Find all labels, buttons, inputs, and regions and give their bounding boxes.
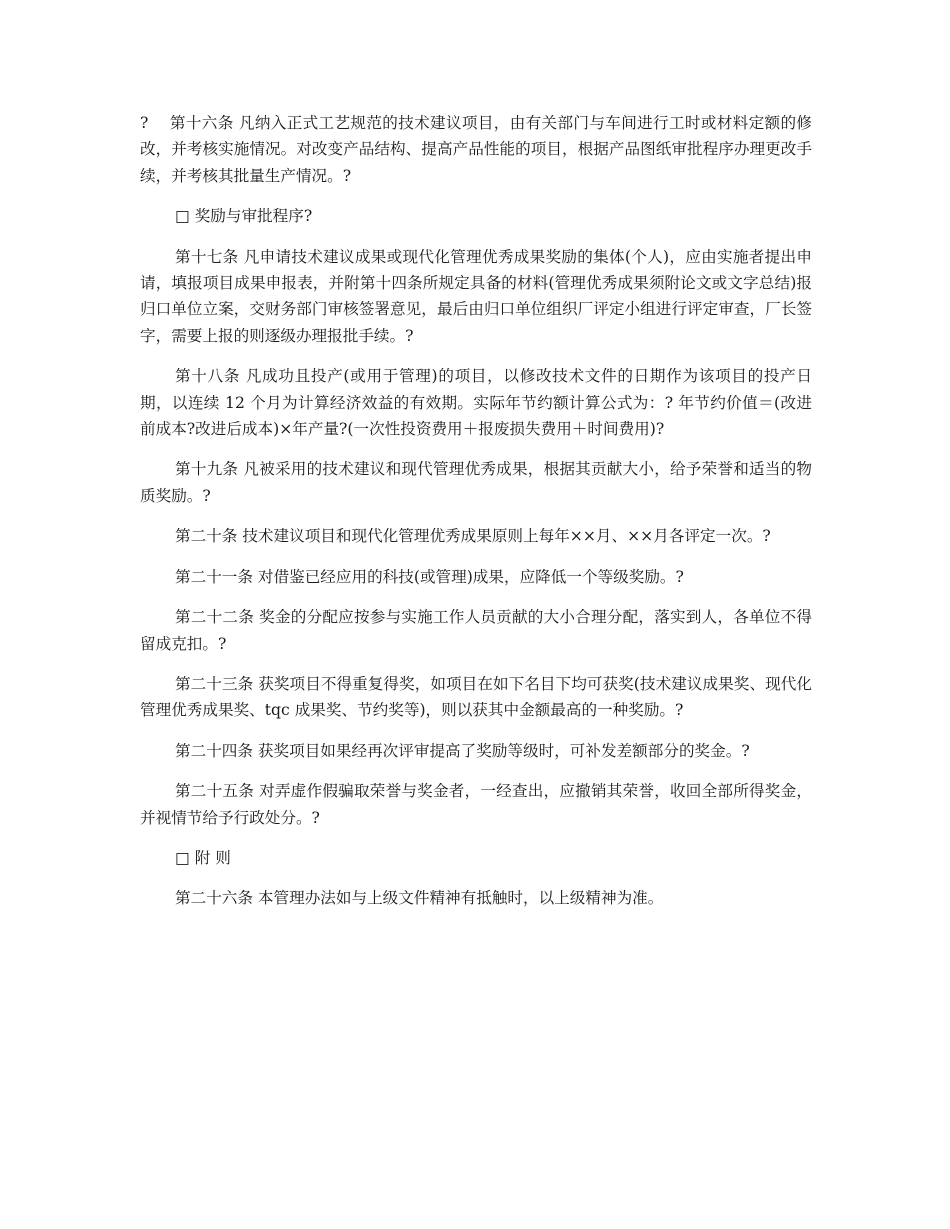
article-24-paragraph: 第二十四条 获奖项目如果经再次评审提高了奖励等级时，可补发差额部分的奖金。? xyxy=(175,741,750,760)
article-18-paragraph: 第十八条 凡成功且投产(或用于管理)的项目，以修改技术文件的日期作为该项目的投产日期，以连续 12 个月为计算经济效益的有效期。实际年节约额计算公式为：? 年节约价值＝(改进前成本?改进后成本)×年产量?(一次性投资费用＋报废损失费用＋时间费用)? xyxy=(140,367,812,439)
section-heading-rewards: □ 奖励与审批程序? xyxy=(175,207,313,226)
article-20-paragraph: 第二十条 技术建议项目和现代化管理优秀成果原则上每年××月、××月各评定一次。? xyxy=(175,527,771,546)
document-body xyxy=(140,110,812,926)
article-26-paragraph: 第二十六条 本管理办法如与上级文件精神有抵触时，以上级精神为准。 xyxy=(175,889,664,908)
article-17-paragraph: 第十七条 凡申请技术建议成果或现代化管理优秀成果奖励的集体(个人)，应由实施者提出申请，填报项目成果申报表，并附第十四条所规定具备的材料(管理优秀成果须附论文或文字总结)报归口单位立案，交财务部门审核签署意见，最后由归口单位组织厂评定小组进行评定审查，厂长签字，需要上报的则逐级办理报批手续。? xyxy=(140,247,812,345)
article-21-paragraph: 第二十一条 对借鉴已经应用的科技(或管理)成果，应降低一个等级奖励。? xyxy=(175,567,684,586)
article-23-paragraph: 第二十三条 获奖项目不得重复得奖，如项目在如下名目下均可获奖(技术建议成果奖、现代化管理优秀成果奖、tqc 成果奖、节约奖等)，则以获其中金额最高的一种奖励。? xyxy=(140,674,812,720)
article-25-paragraph: 第二十五条 对弄虚作假骗取荣誉与奖金者，一经查出，应撤销其荣誉，收回全部所得奖金，并视情节给予行政处分。? xyxy=(140,782,812,827)
section-heading-supplementary: □ 附 则 xyxy=(175,848,231,867)
article-16-paragraph: ? 第十六条 凡纳入正式工艺规范的技术建议项目，由有关部门与车间进行工时或材料定额的修改，并考核实施情况。对改变产品结构、提高产品性能的项目，根据产品图纸审批程序办理更改手续，并考核其批量生产情况。? xyxy=(140,114,812,185)
article-19-paragraph: 第十九条 凡被采用的技术建议和现代管理优秀成果，根据其贡献大小，给予荣誉和适当的物质奖励。? xyxy=(140,460,812,505)
article-22-paragraph: 第二十二条 奖金的分配应按参与实施工作人员贡献的大小合理分配，落实到人，各单位不得留成克扣。? xyxy=(140,608,812,653)
